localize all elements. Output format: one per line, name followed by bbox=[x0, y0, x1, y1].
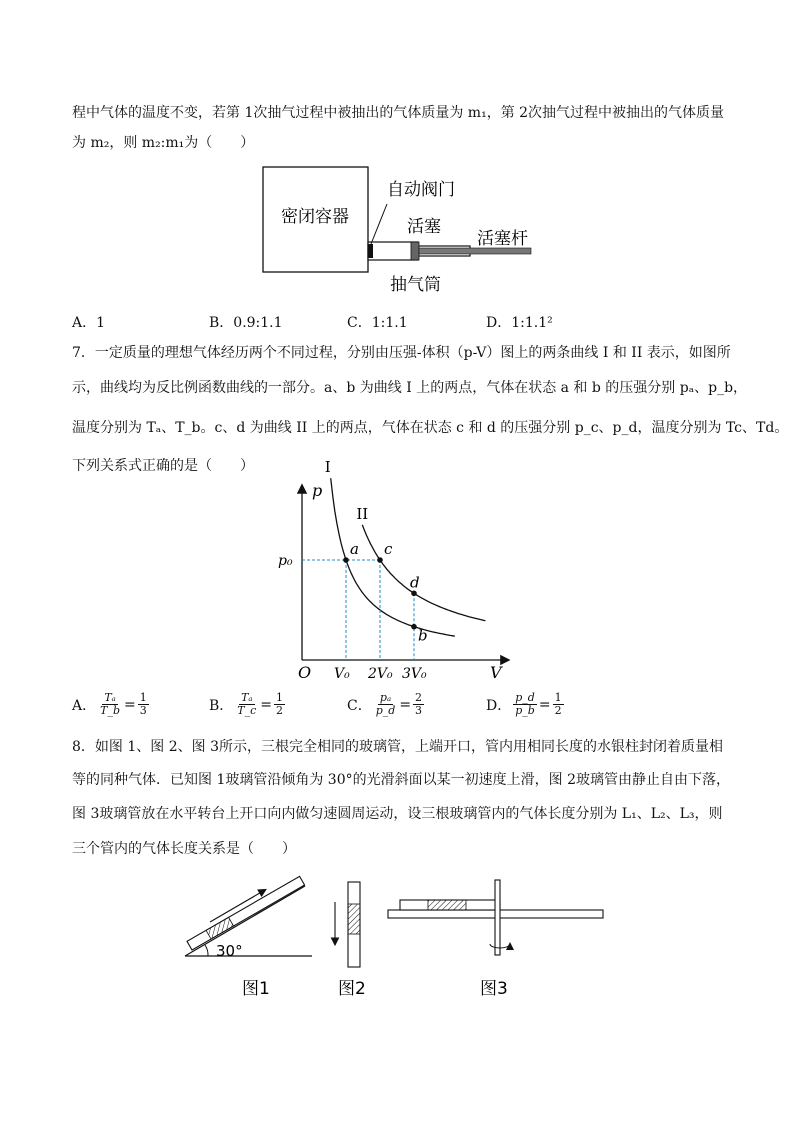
figure2-caption: 图2 bbox=[338, 979, 366, 999]
point-b bbox=[411, 624, 417, 630]
container-label: 密闭容器 bbox=[281, 207, 349, 227]
point-c bbox=[377, 557, 383, 563]
q7-option-a[interactable]: A． $\frac{\text{Tₐ}}{T\_b}$ = $\frac{1}{3}$ bbox=[72, 691, 147, 717]
point-d bbox=[411, 591, 417, 597]
q7-b-rnum: 1 bbox=[276, 691, 284, 704]
q7-option-c[interactable]: C． $\frac{\text{pₐ}}{p\_d}$ = $\frac{2}{3}$ bbox=[347, 691, 423, 717]
cylinder-label: 抽气筒 bbox=[390, 275, 441, 295]
x-tick-2: 2V₀ bbox=[368, 666, 393, 682]
q6-text-line1: 程中气体的温度不变，若第 1次抽气过程中被抽出的气体质量为 m₁，第 2次抽气过程中被抽出的气体质量 bbox=[72, 105, 725, 121]
q7-d-rnum: 1 bbox=[554, 691, 562, 704]
figure3-caption: 图3 bbox=[480, 979, 508, 999]
curve-label-II: II bbox=[356, 504, 369, 523]
q7-d-rden: 2 bbox=[554, 704, 562, 717]
figure1-caption: 图1 bbox=[242, 979, 270, 999]
q8-text-line3: 图 3玻璃管放在水平转台上开口向内做匀速圆周运动，设三根玻璃管内的气体长度分别为 L₁、L₂、L₃，则 bbox=[72, 806, 723, 822]
point-label-b: b bbox=[418, 626, 428, 645]
q6-option-c[interactable]: C．1:1.1 bbox=[347, 315, 408, 331]
q7-b-rden: 2 bbox=[276, 704, 284, 717]
figure1-incline bbox=[185, 876, 312, 960]
rod-label: 活塞杆 bbox=[477, 229, 528, 249]
figure2-mercury bbox=[348, 904, 360, 934]
figure3-mercury bbox=[428, 900, 466, 910]
q7-a-rnum: 1 bbox=[139, 691, 147, 704]
figure1-angle-label: 30° bbox=[216, 942, 243, 960]
q7-b-num: Tₐ bbox=[241, 691, 253, 704]
q7-option-d[interactable]: D． $\frac{p\_d}{p\_b}$ = $\frac{1}{2}$ bbox=[486, 691, 562, 717]
q6-text-line2: 为 m₂，则 m₂:m₁为（ ） bbox=[72, 135, 255, 151]
figure2-falling bbox=[335, 882, 360, 967]
point-label-a: a bbox=[350, 540, 359, 558]
q7-a-rden: 3 bbox=[139, 704, 147, 717]
cylinder-wide bbox=[368, 242, 418, 260]
q7-d-den: p_b bbox=[515, 704, 535, 717]
q8-figures bbox=[180, 872, 610, 1002]
q7-text-line2: 示，曲线均为反比例函数曲线的一部分。a、b 为曲线 I 上的两点，气体在状态 a 和 b 的压强分别 pₐ、p_b， bbox=[72, 380, 748, 396]
curve-label-I: I bbox=[324, 458, 331, 477]
q8-text-line1: 8．如图 1、图 2、图 3所示，三根完全相同的玻璃管，上端开口，管内用相同长度的水银柱封闭着质量相 bbox=[72, 739, 723, 755]
x-tick-1: V₀ bbox=[334, 666, 350, 682]
figure3-axis bbox=[495, 880, 500, 955]
curve-II bbox=[362, 525, 485, 621]
q7-c-den: p_d bbox=[375, 704, 396, 717]
q7-c-rnum: 2 bbox=[415, 691, 423, 704]
q7-c-rden: 3 bbox=[415, 704, 423, 717]
q7-option-b-letter: B． bbox=[209, 697, 234, 714]
q7-option-d-letter: D． bbox=[486, 697, 512, 714]
v-axis-label: V bbox=[490, 663, 502, 682]
point-label-d: d bbox=[410, 573, 420, 592]
q7-a-num: Tₐ bbox=[104, 691, 116, 704]
q7-option-a-letter: A． bbox=[72, 697, 97, 714]
q7-text-line3: 温度分别为 Tₐ、T_b。c、d 为曲线 II 上的两点，气体在状态 c 和 d 的压强分别 p_c、p_d，温度分别为 Tc、Td。 bbox=[72, 420, 789, 436]
y-tick-p0: p₀ bbox=[278, 553, 293, 569]
q7-d-num: p_d bbox=[515, 691, 535, 704]
p-axis-label: p bbox=[312, 481, 323, 500]
point-label-c: c bbox=[384, 540, 393, 558]
q7-c-num: pₐ bbox=[379, 691, 392, 704]
x-tick-3: 3V₀ bbox=[402, 666, 427, 682]
q7-option-b[interactable]: B． $\frac{\text{Tₐ}}{T\_c}$ = $\frac{1}{2}$ bbox=[209, 691, 284, 717]
q7-text-line4: 下列关系式正确的是（ ） bbox=[72, 458, 254, 474]
q7-a-den: T_b bbox=[100, 704, 121, 717]
q6-pump-figure bbox=[255, 162, 545, 302]
valve-leader bbox=[371, 204, 387, 244]
piston-label: 活塞 bbox=[407, 217, 441, 237]
auto-valve bbox=[368, 244, 373, 258]
figure3-turntable bbox=[388, 880, 603, 955]
origin-label: O bbox=[298, 663, 312, 682]
q6-option-b[interactable]: B．0.9:1.1 bbox=[209, 315, 283, 331]
q7-text-line1: 7．一定质量的理想气体经历两个不同过程，分别由压强-体积（p-V）图上的两条曲线 I 和 II 表示，如图所 bbox=[72, 345, 731, 361]
point-a bbox=[343, 557, 349, 563]
figure1-tube bbox=[187, 876, 305, 950]
q6-option-d[interactable]: D．1:1.1² bbox=[486, 315, 553, 331]
valve-label: 自动阀门 bbox=[387, 180, 455, 200]
q7-pv-chart bbox=[278, 458, 520, 688]
q8-text-line2: 等的同种气体．已知图 1玻璃管沿倾角为 30°的光滑斜面以某一初速度上滑，图 2玻璃管由静止自由下落， bbox=[72, 772, 730, 788]
q6-option-a[interactable]: A．1 bbox=[72, 315, 106, 331]
q7-option-c-letter: C． bbox=[347, 697, 372, 714]
q7-b-den: T_c bbox=[237, 704, 257, 717]
q8-text-line4: 三个管内的气体长度关系是（ ） bbox=[72, 841, 296, 857]
piston bbox=[411, 242, 419, 260]
